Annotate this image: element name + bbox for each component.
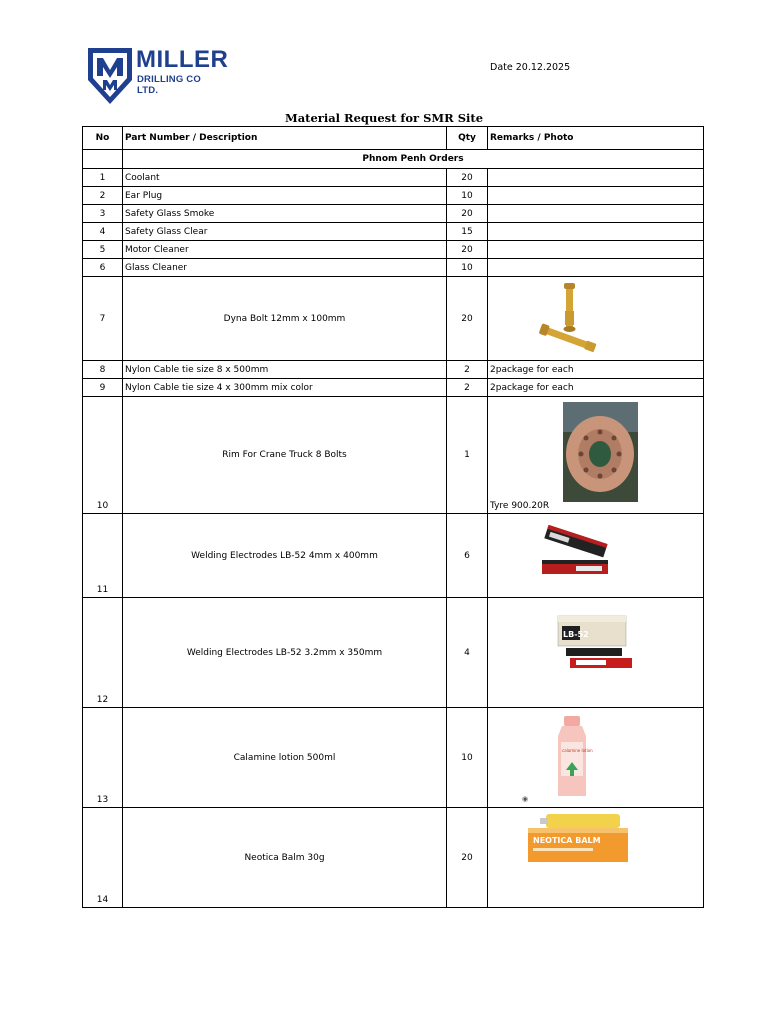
table-row bbox=[83, 361, 704, 379]
lb52-brand-text: LB-52 bbox=[563, 630, 589, 639]
item-description: Nylon Cable tie size 8 x 500mm bbox=[123, 361, 447, 379]
group-title: Phnom Penh Orders bbox=[123, 150, 704, 169]
item-description: Motor Cleaner bbox=[123, 241, 447, 259]
table-row bbox=[83, 169, 704, 187]
header-no: No bbox=[83, 127, 123, 150]
item-remarks: 2package for each bbox=[488, 379, 704, 397]
request-date: Date 20.12.2025 bbox=[490, 62, 571, 73]
item-no: 5 bbox=[83, 241, 123, 259]
item-no: 4 bbox=[83, 223, 123, 241]
calamine-label-text: calamine lotion bbox=[562, 748, 593, 753]
item-remarks bbox=[488, 205, 704, 223]
item-no: 1 bbox=[83, 169, 123, 187]
welding-electrode-lb52-photo bbox=[556, 612, 636, 674]
item-qty: 6 bbox=[447, 514, 488, 598]
item-photo-cell bbox=[488, 397, 704, 514]
table-row bbox=[83, 259, 704, 277]
table-row bbox=[83, 379, 704, 397]
material-table bbox=[82, 126, 704, 908]
item-qty: 1 bbox=[447, 397, 488, 514]
item-description: Calamine lotion 500ml bbox=[123, 708, 447, 808]
item-remarks bbox=[488, 241, 704, 259]
item-description: Safety Glass Smoke bbox=[123, 205, 447, 223]
item-photo-cell bbox=[488, 708, 704, 808]
welding-electrode-box-photo bbox=[540, 524, 610, 580]
company-name: MILLER bbox=[136, 46, 229, 73]
calamine-lotion-bottle-photo bbox=[548, 714, 598, 802]
table-header-row bbox=[83, 127, 704, 150]
item-remarks bbox=[488, 259, 704, 277]
table-row bbox=[83, 397, 704, 514]
dyna-bolt-photo bbox=[536, 281, 606, 357]
item-qty: 4 bbox=[447, 598, 488, 708]
table-row bbox=[83, 598, 704, 708]
item-description: Neotica Balm 30g bbox=[123, 808, 447, 908]
document-title: Material Request for SMR Site bbox=[284, 111, 484, 125]
header-remarks: Remarks / Photo bbox=[488, 127, 704, 150]
spinner-icon: ◉ bbox=[522, 795, 529, 803]
item-no: 13 bbox=[83, 708, 123, 808]
item-remarks: Tyre 900.20R bbox=[490, 501, 550, 511]
item-no: 3 bbox=[83, 205, 123, 223]
item-description: Rim For Crane Truck 8 Bolts bbox=[123, 397, 447, 514]
table-row bbox=[83, 808, 704, 908]
crane-rim-photo bbox=[563, 402, 638, 502]
item-qty: 20 bbox=[447, 205, 488, 223]
item-description: Nylon Cable tie size 4 x 300mm mix color bbox=[123, 379, 447, 397]
item-photo-cell bbox=[488, 514, 704, 598]
table-row bbox=[83, 514, 704, 598]
item-description: Welding Electrodes LB-52 3.2mm x 350mm bbox=[123, 598, 447, 708]
neotica-label-text: NEOTICA BALM bbox=[533, 836, 601, 845]
item-remarks bbox=[488, 187, 704, 205]
item-description: Coolant bbox=[123, 169, 447, 187]
item-remarks bbox=[488, 169, 704, 187]
item-description: Ear Plug bbox=[123, 187, 447, 205]
item-photo-cell bbox=[488, 598, 704, 708]
item-no: 11 bbox=[83, 514, 123, 598]
item-no: 7 bbox=[83, 277, 123, 361]
shield-logo-icon bbox=[86, 46, 134, 106]
company-subname: DRILLING CO LTD. bbox=[137, 74, 201, 96]
item-qty: 15 bbox=[447, 223, 488, 241]
item-qty: 20 bbox=[447, 169, 488, 187]
table-row bbox=[83, 223, 704, 241]
item-qty: 2 bbox=[447, 361, 488, 379]
item-no: 10 bbox=[83, 397, 123, 514]
table-row bbox=[83, 277, 704, 361]
item-no: 14 bbox=[83, 808, 123, 908]
item-photo-cell bbox=[488, 808, 704, 908]
item-no: 12 bbox=[83, 598, 123, 708]
item-qty: 10 bbox=[447, 708, 488, 808]
item-qty: 10 bbox=[447, 259, 488, 277]
item-description: Glass Cleaner bbox=[123, 259, 447, 277]
item-remarks: 2package for each bbox=[488, 361, 704, 379]
item-qty: 20 bbox=[447, 241, 488, 259]
item-qty: 2 bbox=[447, 379, 488, 397]
neotica-balm-photo bbox=[528, 812, 628, 864]
item-qty: 20 bbox=[447, 808, 488, 908]
table-row bbox=[83, 708, 704, 808]
item-description: Safety Glass Clear bbox=[123, 223, 447, 241]
table-row bbox=[83, 205, 704, 223]
header-description: Part Number / Description bbox=[123, 127, 447, 150]
table-row bbox=[83, 187, 704, 205]
table-row bbox=[83, 241, 704, 259]
item-remarks bbox=[488, 223, 704, 241]
group-row bbox=[83, 150, 704, 169]
company-logo bbox=[86, 44, 229, 106]
item-qty: 10 bbox=[447, 187, 488, 205]
item-description: Welding Electrodes LB-52 4mm x 400mm bbox=[123, 514, 447, 598]
item-description: Dyna Bolt 12mm x 100mm bbox=[123, 277, 447, 361]
item-no: 9 bbox=[83, 379, 123, 397]
item-no: 2 bbox=[83, 187, 123, 205]
item-photo-cell bbox=[488, 277, 704, 361]
item-no: 6 bbox=[83, 259, 123, 277]
item-no: 8 bbox=[83, 361, 123, 379]
header-qty: Qty bbox=[447, 127, 488, 150]
item-qty: 20 bbox=[447, 277, 488, 361]
